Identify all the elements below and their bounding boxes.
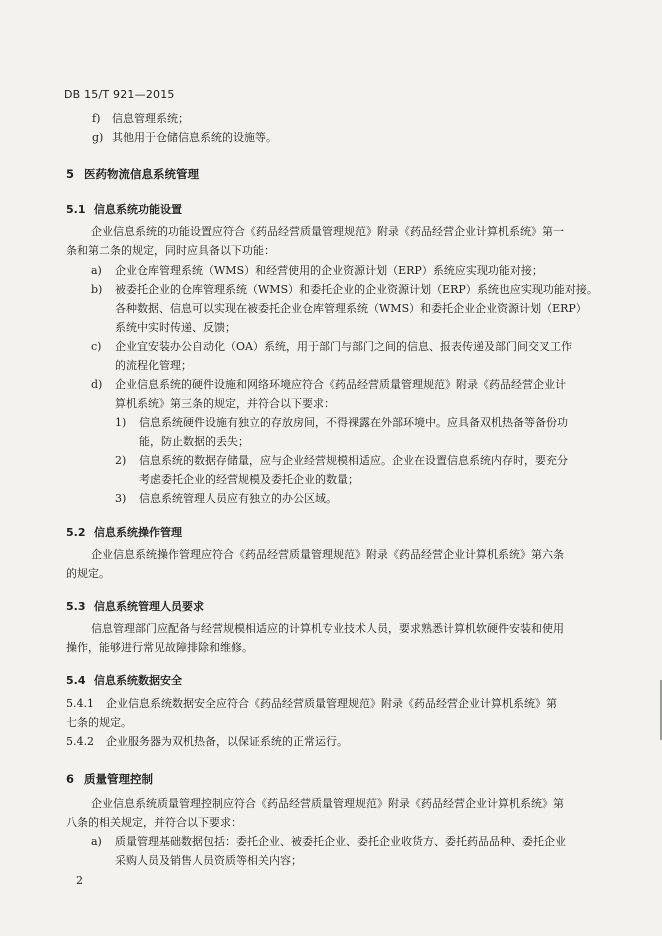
sub-item-2-line2: 考虑委托企业的经营规模及委托企业的数量； — [139, 473, 359, 486]
list-item-6a-line1: a) 质量管理基础数据包括：委托企业、被委托企业、委托企业收货方、委托药品品种、委托企业 — [91, 835, 566, 848]
paragraph-5-1-line2: 条和第二条的规定，同时应具备以下功能： — [66, 244, 275, 257]
paragraph-5-3-line1: 信息管理部门应配备与经营规模相适应的计算机专业技术人员，要求熟悉计算机软硬件安装和使用 — [91, 622, 564, 635]
list-item-c-line1: c) 企业宜安装办公自动化（OA）系统，用于部门与部门之间的信息、报表传递及部门间交叉工作 — [91, 340, 572, 353]
page-number: 2 — [76, 874, 83, 887]
section-5-2-heading: 5.2 信息系统操作管理 — [66, 526, 182, 539]
clause-5-4-1-line1: 5.4.1 企业信息系统数据安全应符合《药品经营质量管理规范》附录《药品经营企业计算机系统》第 — [66, 697, 557, 710]
standard-code-header: DB 15/T 921—2015 — [64, 88, 175, 101]
section-5-3-heading: 5.3 信息系统管理人员要求 — [66, 600, 204, 613]
clause-5-4-1-line2: 七条的规定。 — [66, 716, 132, 729]
sub-item-3: 3) 信息系统管理人员应有独立的办公区域。 — [115, 492, 337, 505]
list-item-a: a) 企业仓库管理系统（WMS）和经营使用的企业资源计划（ERP）系统应实现功能对接； — [91, 264, 543, 277]
list-item-d-line2: 算机系统》第三条的规定，并符合以下要求： — [115, 397, 335, 410]
section-6-heading: 6 质量管理控制 — [66, 772, 153, 786]
list-item-f: f) 信息管理系统； — [92, 112, 189, 125]
paragraph-6-line2: 八条的相关规定，并符合以下要求： — [66, 816, 242, 829]
paragraph-5-2-line1: 企业信息系统操作管理应符合《药品经营质量管理规范》附录《药品经营企业计算机系统》第六条 — [91, 548, 564, 561]
paragraph-5-2-line2: 的规定。 — [66, 567, 110, 580]
list-item-c-line2: 的流程化管理； — [115, 359, 192, 372]
list-item-b-line3: 系统中实时传递、反馈； — [115, 321, 236, 334]
paragraph-5-3-line2: 操作，能够进行常见故障排除和维修。 — [66, 641, 253, 654]
list-item-b-line2: 各种数据、信息可以实现在被委托企业仓库管理系统（WMS）和委托企业企业资源计划（ERP） — [115, 302, 587, 315]
sub-item-1-line2: 能，防止数据的丢失； — [139, 435, 249, 448]
section-5-1-heading: 5.1 信息系统功能设置 — [66, 203, 182, 216]
paragraph-6-line1: 企业信息系统质量管理控制应符合《药品经营质量管理规范》附录《药品经营企业计算机系统》第 — [91, 797, 564, 810]
sub-item-1-line1: 1) 信息系统硬件设施有独立的存放房间，不得裸露在外部环境中。应具备双机热备等备份功 — [115, 416, 568, 429]
paragraph-5-1-line1: 企业信息系统的功能设置应符合《药品经营质量管理规范》附录《药品经营企业计算机系统》第一 — [91, 225, 564, 238]
section-5-4-heading: 5.4 信息系统数据安全 — [66, 674, 182, 687]
list-item-b-line1: b) 被委托企业的仓库管理系统（WMS）和委托企业的企业资源计划（ERP）系统也应实现功能对接。 — [91, 283, 598, 296]
list-item-6a-line2: 采购人员及销售人员资质等相关内容； — [115, 854, 302, 867]
clause-5-4-2: 5.4.2 企业服务器为双机热备，以保证系统的正常运行。 — [66, 735, 348, 748]
list-item-d-line1: d) 企业信息系统的硬件设施和网络环境应符合《药品经营质量管理规范》附录《药品经营企业计 — [91, 378, 566, 391]
section-5-heading: 5 医药物流信息系统管理 — [66, 167, 199, 181]
sub-item-2-line1: 2) 信息系统的数据存储量，应与企业经营规模相适应。企业在设置信息系统内存时，要充分 — [115, 454, 568, 467]
list-item-g: g) 其他用于仓储信息系统的设施等。 — [92, 131, 277, 144]
